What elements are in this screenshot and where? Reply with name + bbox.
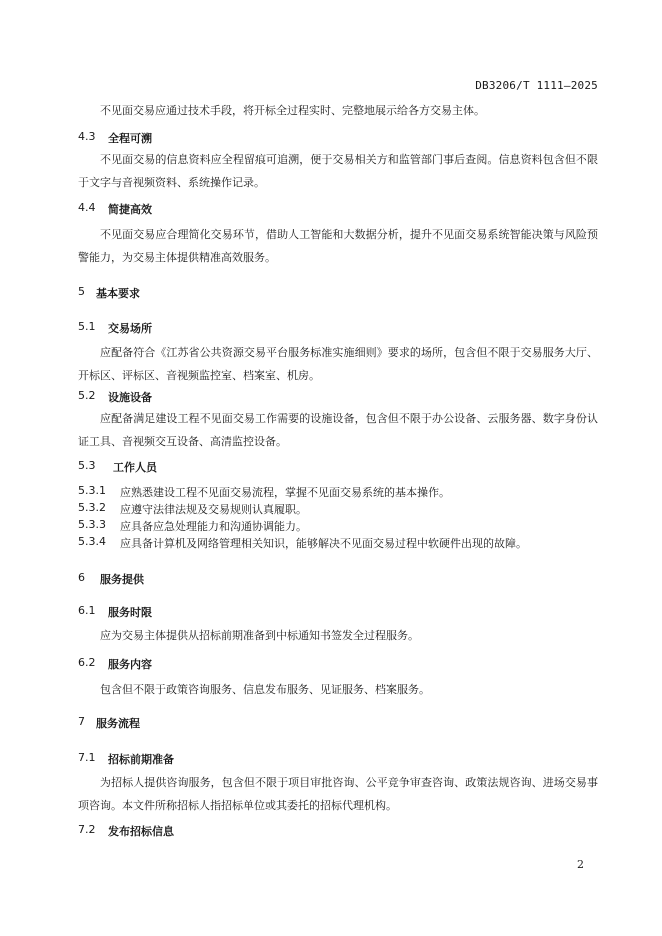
section-number: 4.4 bbox=[78, 201, 96, 214]
chapter-title: 基本要求 bbox=[96, 287, 140, 300]
section-number: 6.2 bbox=[78, 656, 96, 669]
section-title: 全程可溯 bbox=[108, 132, 152, 145]
section-number: 7.1 bbox=[78, 751, 96, 764]
section-number: 5.2 bbox=[78, 389, 96, 402]
paragraph: 应为交易主体提供从招标前期准备到中标通知书签发全过程服务。 bbox=[100, 629, 419, 642]
page-number: 2 bbox=[577, 858, 584, 871]
paragraph: 不见面交易的信息资料应全程留痕可追溯，便于交易相关方和监管部门事后查阅。信息资料包含但不限于文字与音视频资料、系统操作记录。 bbox=[78, 153, 598, 189]
chapter-number: 5 bbox=[78, 285, 85, 298]
section-number: 5.1 bbox=[78, 320, 96, 333]
item-text: 应具备应急处理能力和沟通协调能力。 bbox=[120, 520, 307, 533]
chapter-number: 7 bbox=[78, 715, 85, 728]
item-number: 5.3.4 bbox=[78, 535, 106, 548]
section-title: 简捷高效 bbox=[108, 203, 152, 216]
paragraph: 不见面交易应通过技术手段，将开标全过程实时、完整地展示给各方交易主体。 bbox=[100, 104, 485, 117]
item-text: 应熟悉建设工程不见面交易流程，掌握不见面交易系统的基本操作。 bbox=[120, 486, 450, 499]
section-title: 交易场所 bbox=[108, 322, 152, 335]
document-code: DB3206/T 1111—2025 bbox=[475, 79, 598, 92]
section-number: 5.3 bbox=[78, 459, 96, 472]
paragraph: 应配备满足建设工程不见面交易工作需要的设施设备，包含但不限于办公设备、云服务器、数字身份认证工具、音视频交互设备、高清监控设备。 bbox=[78, 412, 598, 448]
section-title: 招标前期准备 bbox=[108, 753, 174, 766]
section-number: 4.3 bbox=[78, 130, 96, 143]
section-title: 设施设备 bbox=[108, 391, 152, 404]
section-number: 6.1 bbox=[78, 604, 96, 617]
paragraph: 应配备符合《江苏省公共资源交易平台服务标准实施细则》要求的场所，包含但不限于交易服务大厅、开标区、评标区、音视频监控室、档案室、机房。 bbox=[78, 346, 598, 382]
item-number: 5.3.3 bbox=[78, 518, 106, 531]
section-number: 7.2 bbox=[78, 823, 96, 836]
item-text: 应遵守法律法规及交易规则认真履职。 bbox=[120, 503, 307, 516]
item-number: 5.3.1 bbox=[78, 484, 106, 497]
chapter-title: 服务提供 bbox=[100, 573, 144, 586]
chapter-title: 服务流程 bbox=[96, 717, 140, 730]
paragraph: 不见面交易应合理简化交易环节，借助人工智能和大数据分析，提升不见面交易系统智能决策与风险预警能力，为交易主体提供精准高效服务。 bbox=[78, 228, 598, 264]
section-title: 发布招标信息 bbox=[108, 825, 174, 838]
paragraph: 为招标人提供咨询服务，包含但不限于项目审批咨询、公平竞争审查咨询、政策法规咨询、进场交易事项咨询。本文件所称招标人指招标单位或其委托的招标代理机构。 bbox=[78, 776, 598, 812]
section-title: 服务内容 bbox=[108, 658, 152, 671]
paragraph: 包含但不限于政策咨询服务、信息发布服务、见证服务、档案服务。 bbox=[100, 683, 430, 696]
item-number: 5.3.2 bbox=[78, 501, 106, 514]
chapter-number: 6 bbox=[78, 571, 85, 584]
section-title: 工作人员 bbox=[113, 461, 157, 474]
section-title: 服务时限 bbox=[108, 606, 152, 619]
item-text: 应具备计算机及网络管理相关知识，能够解决不见面交易过程中软硬件出现的故障。 bbox=[120, 537, 527, 550]
